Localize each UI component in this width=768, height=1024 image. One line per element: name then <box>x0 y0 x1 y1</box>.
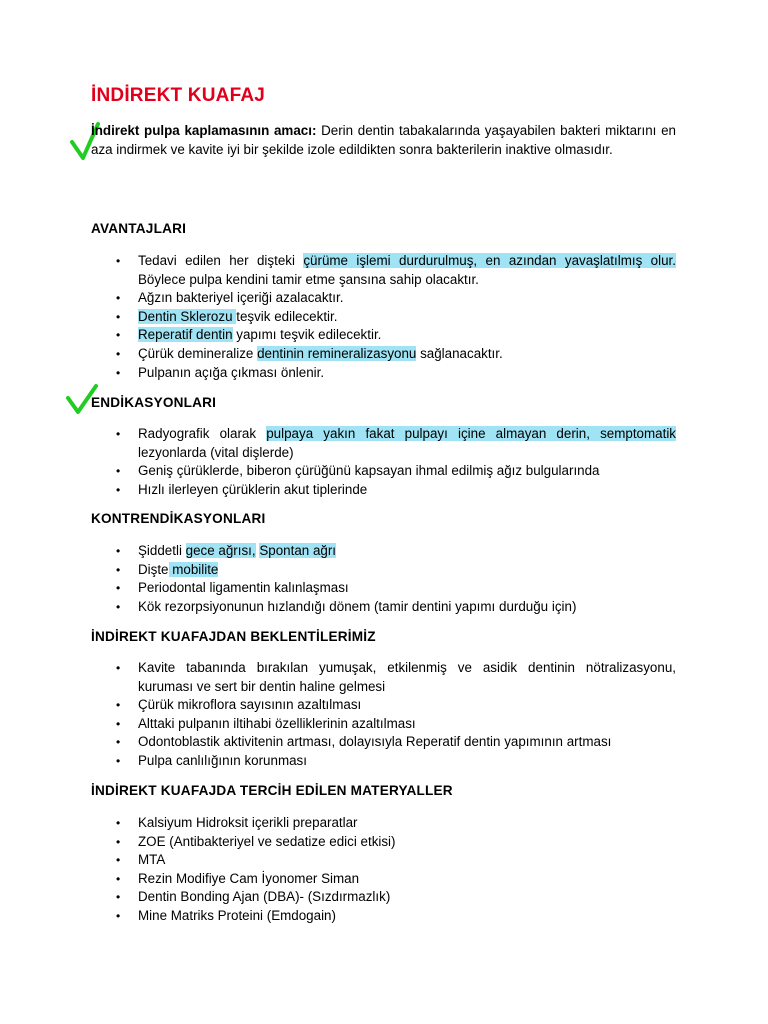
highlighted-text: dentinin remineralizasyonu <box>257 345 417 361</box>
bullet-icon: • <box>116 661 121 675</box>
intro-bold: İndirekt pulpa kaplamasının amacı: <box>91 123 317 138</box>
list-item <box>91 907 676 926</box>
item-text: Mine Matriks Proteini (Emdogain) <box>138 907 336 923</box>
list-item <box>91 326 676 345</box>
bullet-icon: • <box>116 482 121 497</box>
bullet-icon: • <box>116 834 121 849</box>
bullet-icon: • <box>116 562 121 577</box>
section-heading-materyaller: İNDİREKT KUAFAJDA TERCİH EDİLEN MATERYALLER <box>91 783 453 798</box>
section-heading-endikasyonlari: ENDİKASYONLARI <box>91 395 217 410</box>
list-item <box>91 888 676 907</box>
item-text: Kalsiyum Hidroksit içerikli preparatlar <box>138 815 358 830</box>
bullet-icon: • <box>116 464 121 479</box>
item-text: Ağzın bakteriyel içeriği azalacaktır. <box>138 290 344 306</box>
bullet-icon: • <box>116 365 121 380</box>
bullet-icon: • <box>116 599 121 614</box>
list-item <box>91 833 676 852</box>
list-item <box>91 462 676 481</box>
item-text: Geniş çürüklerde, biberon çürüğünü kapsayan ihmal edilmiş ağız bulgularında <box>138 463 600 479</box>
list-item <box>91 561 676 580</box>
list-item <box>91 715 676 734</box>
intro-text: Derin dentin tabakalarında yaşayabilen bakteri miktarını en aza indirmek ve kavite iyi bir şekilde izole edildikten sonra bakterilerin inaktive olmasıdır. <box>91 123 676 157</box>
item-text: teşvik edilecektir. <box>236 308 338 324</box>
list-item <box>91 542 676 561</box>
item-text: Kavite tabanında bırakılan yumuşak, etkilenmiş ve asidik dentinin nötralizasyonu, kuruması ve sert bir dentin haline gelmesi <box>138 660 676 694</box>
item-text: Kök rezorpsiyonunun hızlandığı dönem (tamir dentini yapımı durduğu için) <box>138 598 577 614</box>
item-text: MTA <box>138 852 166 868</box>
bullet-icon: • <box>116 716 121 731</box>
item-text: Pulpanın açığa çıkması önlenir. <box>138 364 325 380</box>
bullet-icon: • <box>116 581 121 596</box>
item-text: Böylece pulpa kendini tamir etme şansına sahip olacaktır. <box>138 271 479 287</box>
item-text: Şiddetli <box>138 543 186 558</box>
list-item <box>91 425 676 462</box>
item-text: Pulpa canlılığının korunması <box>138 752 307 768</box>
item-text: Tedavi edilen her dişteki <box>138 253 304 268</box>
item-text: Alttaki pulpanın iltihabi özelliklerinin azaltılması <box>138 715 416 731</box>
item-text: Odontoblastik aktivitenin artması, dolayısıyla Reperatif dentin yapımının artması <box>138 734 612 750</box>
section-heading-beklentiler: İNDİREKT KUAFAJDAN BEKLENTİLERİMİZ <box>91 629 376 644</box>
list-avantajlari <box>91 252 676 382</box>
bullet-icon: • <box>116 698 121 713</box>
item-text: Radyografik olarak <box>138 426 267 441</box>
bullet-icon: • <box>116 309 121 324</box>
highlighted-text: Reperatif dentin <box>138 327 233 343</box>
page-title: İNDİREKT KUAFAJ <box>91 85 266 106</box>
highlighted-text: çürüme işlemi durdurulmuş, en azından yavaşlatılmış olur. <box>303 253 676 268</box>
highlighted-text: Dentin Sklerozu <box>138 308 237 324</box>
highlighted-text: mobilite <box>168 561 219 577</box>
list-endikasyonlari <box>91 425 676 499</box>
bullet-icon: • <box>116 328 121 343</box>
bullet-icon: • <box>116 853 121 868</box>
bullet-icon: • <box>116 871 121 886</box>
list-item <box>91 308 676 327</box>
item-text: lezyonlarda (vital dişlerde) <box>138 444 294 460</box>
list-item <box>91 345 676 364</box>
list-item <box>91 870 676 889</box>
list-item <box>91 752 676 771</box>
item-text: yapımı teşvik edilecektir. <box>232 327 382 343</box>
intro-paragraph <box>91 122 676 159</box>
bullet-icon: • <box>116 291 121 306</box>
list-materyaller <box>91 814 676 926</box>
bullet-icon: • <box>116 816 121 830</box>
item-text: ZOE (Antibakteriyel ve sedatize edici etkisi) <box>138 833 396 849</box>
list-item <box>91 364 676 383</box>
bullet-icon: • <box>116 544 121 558</box>
list-item <box>91 579 676 598</box>
item-text: Dişte <box>138 561 169 577</box>
bullet-icon: • <box>116 254 121 268</box>
list-item <box>91 851 676 870</box>
list-item <box>91 814 676 833</box>
list-item <box>91 289 676 308</box>
bullet-icon: • <box>116 753 121 768</box>
item-text: Çürük demineralize <box>138 345 258 361</box>
list-item <box>91 252 676 289</box>
item-text: Rezin Modifiye Cam İyonomer Siman <box>138 870 360 886</box>
section-heading-kontrendikasyonlari: KONTRENDİKASYONLARI <box>91 511 266 526</box>
list-item <box>91 481 676 500</box>
item-text: Dentin Bonding Ajan (DBA)- (Sızdırmazlık) <box>138 889 391 905</box>
item-text: sağlanacaktır. <box>416 345 503 361</box>
highlighted-text: pulpaya yakın fakat pulpayı içine almayan derin, semptomatik <box>266 426 676 441</box>
item-text: Hızlı ilerleyen çürüklerin akut tiplerinde <box>138 481 368 497</box>
highlighted-text: Spontan ağrı <box>259 543 337 558</box>
list-item <box>91 696 676 715</box>
list-item <box>91 659 676 696</box>
item-text: Çürük mikroflora sayısının azaltılması <box>138 697 362 713</box>
list-kontrendikasyonlari <box>91 542 676 616</box>
bullet-icon: • <box>116 908 121 923</box>
bullet-icon: • <box>116 427 121 441</box>
bullet-icon: • <box>116 346 121 361</box>
item-text: Periodontal ligamentin kalınlaşması <box>138 580 349 596</box>
bullet-icon: • <box>116 890 121 905</box>
highlighted-text: gece ağrısı, <box>185 543 256 558</box>
list-item <box>91 598 676 617</box>
section-heading-avantajlari: AVANTAJLARI <box>91 221 187 236</box>
bullet-icon: • <box>116 735 121 750</box>
list-item <box>91 733 676 752</box>
list-beklentiler <box>91 659 676 771</box>
